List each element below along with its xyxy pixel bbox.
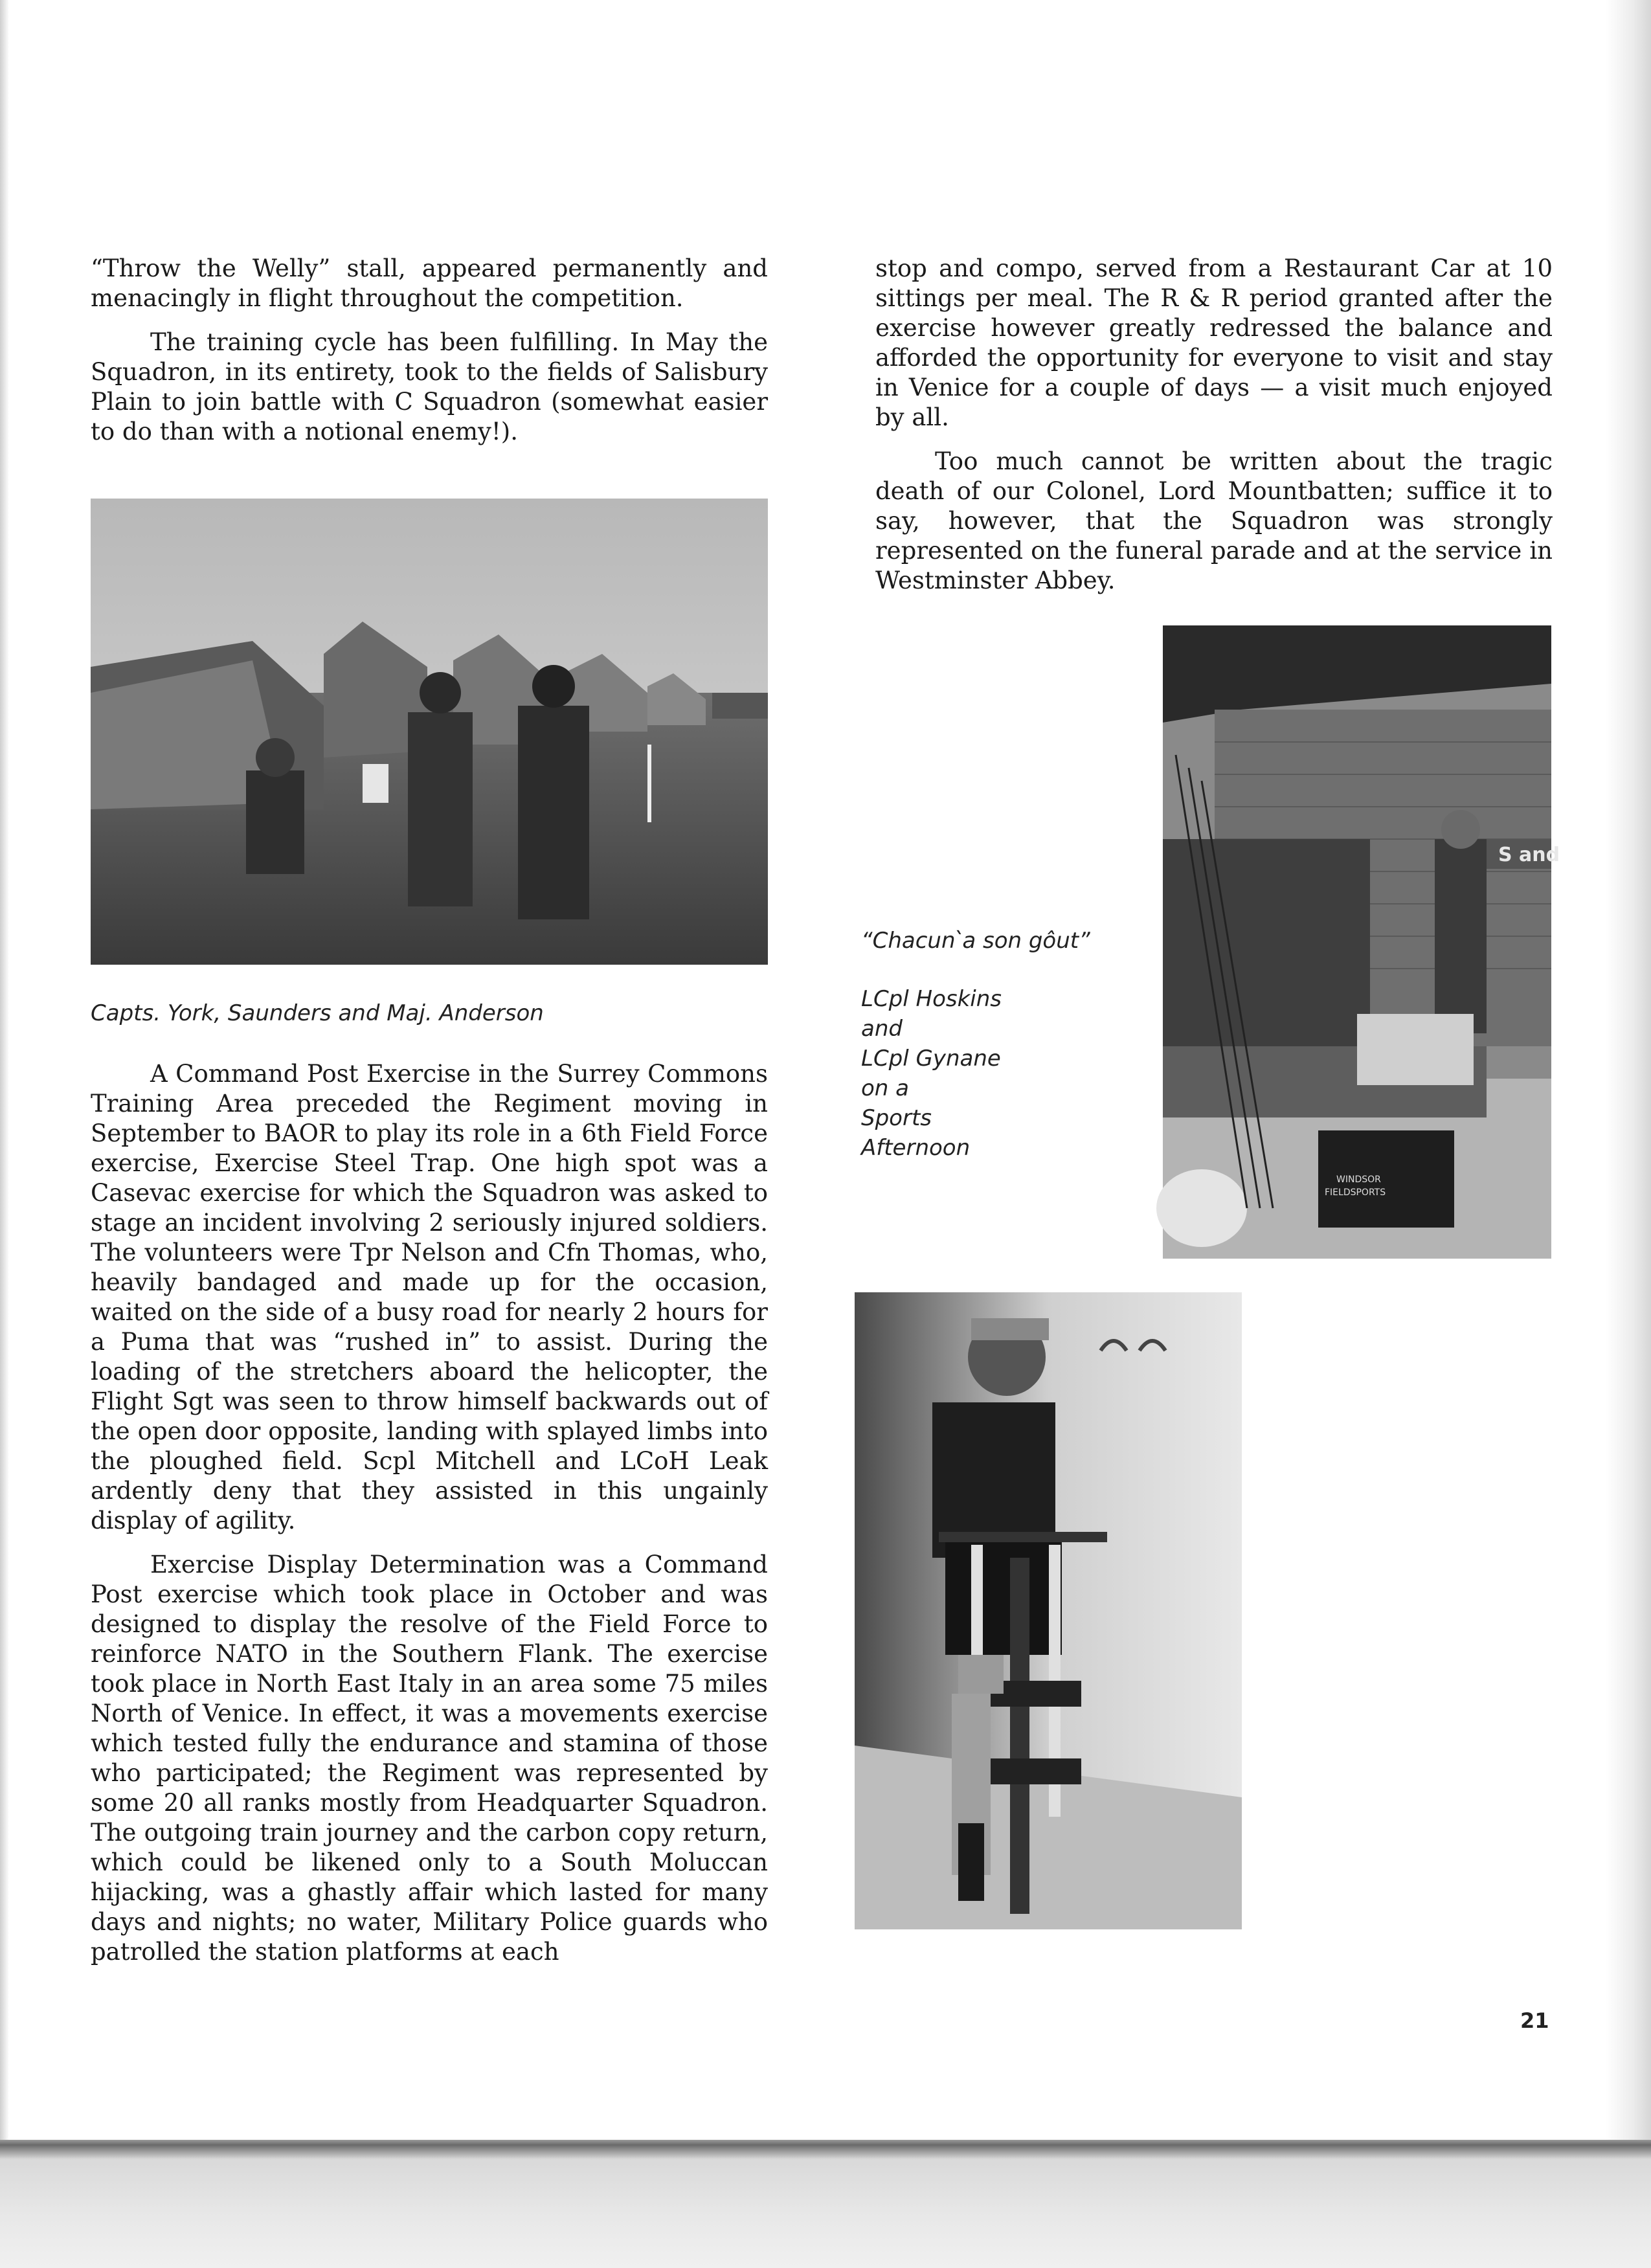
paragraph: Exercise Display Determination was a Command Post exercise which took place in October and was designed to display the resolve of the Field Force to reinforce NATO in the Southern Flank. The exercise took place in North East Italy in an area some 75 miles North of Venice. In effect, it was a movements exercise which tested fully the endurance and stamina of those who participated; the Regiment was represented by some 20 all ranks mostly from Headquarter Squadron. The outgoing train journey and the carbon copy return, which could be likened only to a South Moluccan hijacking, was a ghastly affair which lasted for many days and nights; no water, Military Police guards who patrolled the station platforms at each (91, 1551, 768, 1966)
caption-line: LCpl Hoskins (861, 986, 1002, 1012)
caption-line: on a (861, 1075, 909, 1101)
building-sign-text: S and (1498, 844, 1560, 866)
paragraph: A Command Post Exercise in the Surrey Commons Training Area preceded the Regiment moving in September to BAOR to play its role in a 6th Field Force exercise, Exercise Steel Trap. One high spot was a Casevac exercise for which the Squadron was asked to stage an incident involving 2 seriously injured soldiers. The volunteers were Tpr Nelson and Cfn Thomas, who, heavily bandaged and made up for the occasion, waited on the side of a busy road for nearly 2 hours for a Puma that was “rushed in” to assist. During the loading of the stretchers aboard the helicopter, the Flight Sgt was seen to throw himself backwards out of the open door opposite, landing with splayed limbs into the ploughed field. Scpl Mitchell and LCoH Leak ardently deny that they assisted in this ungainly display of agility. (91, 1060, 768, 1534)
right-column (875, 254, 1553, 596)
exercise-photo-image (855, 1292, 1242, 1929)
page-edge-shadow-left (0, 0, 9, 2268)
left-column-bottom (91, 1059, 768, 1967)
exercise-photo (855, 1292, 1242, 1929)
camp-photo (91, 499, 768, 965)
caption-line: Afternoon (861, 1135, 971, 1161)
fishing-photo (1163, 625, 1560, 1259)
caption-line: Sports (861, 1105, 932, 1131)
caption-line: and (861, 1016, 903, 1042)
paragraph: The training cycle has been fulfilling. In May the Squadron, in its entirety, took to the fields of Salisbury Plain to join battle with C Squadron (somewhat easier to do than with a notional enemy!). (91, 328, 768, 445)
caption-line: LCpl Gynane (861, 1046, 1001, 1072)
crate-label-text-2: FIELDSPORTS (1325, 1187, 1386, 1198)
fishing-photo-image (1163, 625, 1560, 1259)
camp-photo-image (91, 499, 768, 965)
crate-label-text: WINDSOR (1336, 1174, 1381, 1185)
sports-photo-caption (861, 926, 1090, 1163)
camp-photo-caption: Capts. York, Saunders and Maj. Anderson (91, 1000, 544, 1026)
paragraph: stop and compo, served from a Restaurant Car at 10 sittings per meal. The R & R period granted after the exercise however greatly redressed the balance and afforded the opportunity for everyone to visit and stay in Venice for a couple of days — a visit much enjoyed by all. (875, 254, 1553, 431)
paragraph: Too much cannot be written about the tragic death of our Colonel, Lord Mountbatten; suffice it to say, however, that the Squadron was strongly represented on the funeral parade and at the service in Westminster Abbey. (875, 447, 1553, 594)
paragraph: “Throw the Welly” stall, appeared permanently and menacingly in flight throughout the competition. (91, 254, 768, 312)
sports-quote: “Chacun ̀a son gôut” (861, 928, 1090, 954)
page-number: 21 (1520, 2008, 1549, 2033)
page-edge-shadow-right (1606, 0, 1651, 2268)
left-column-top (91, 254, 768, 447)
scan-bottom-band (0, 2140, 1651, 2268)
